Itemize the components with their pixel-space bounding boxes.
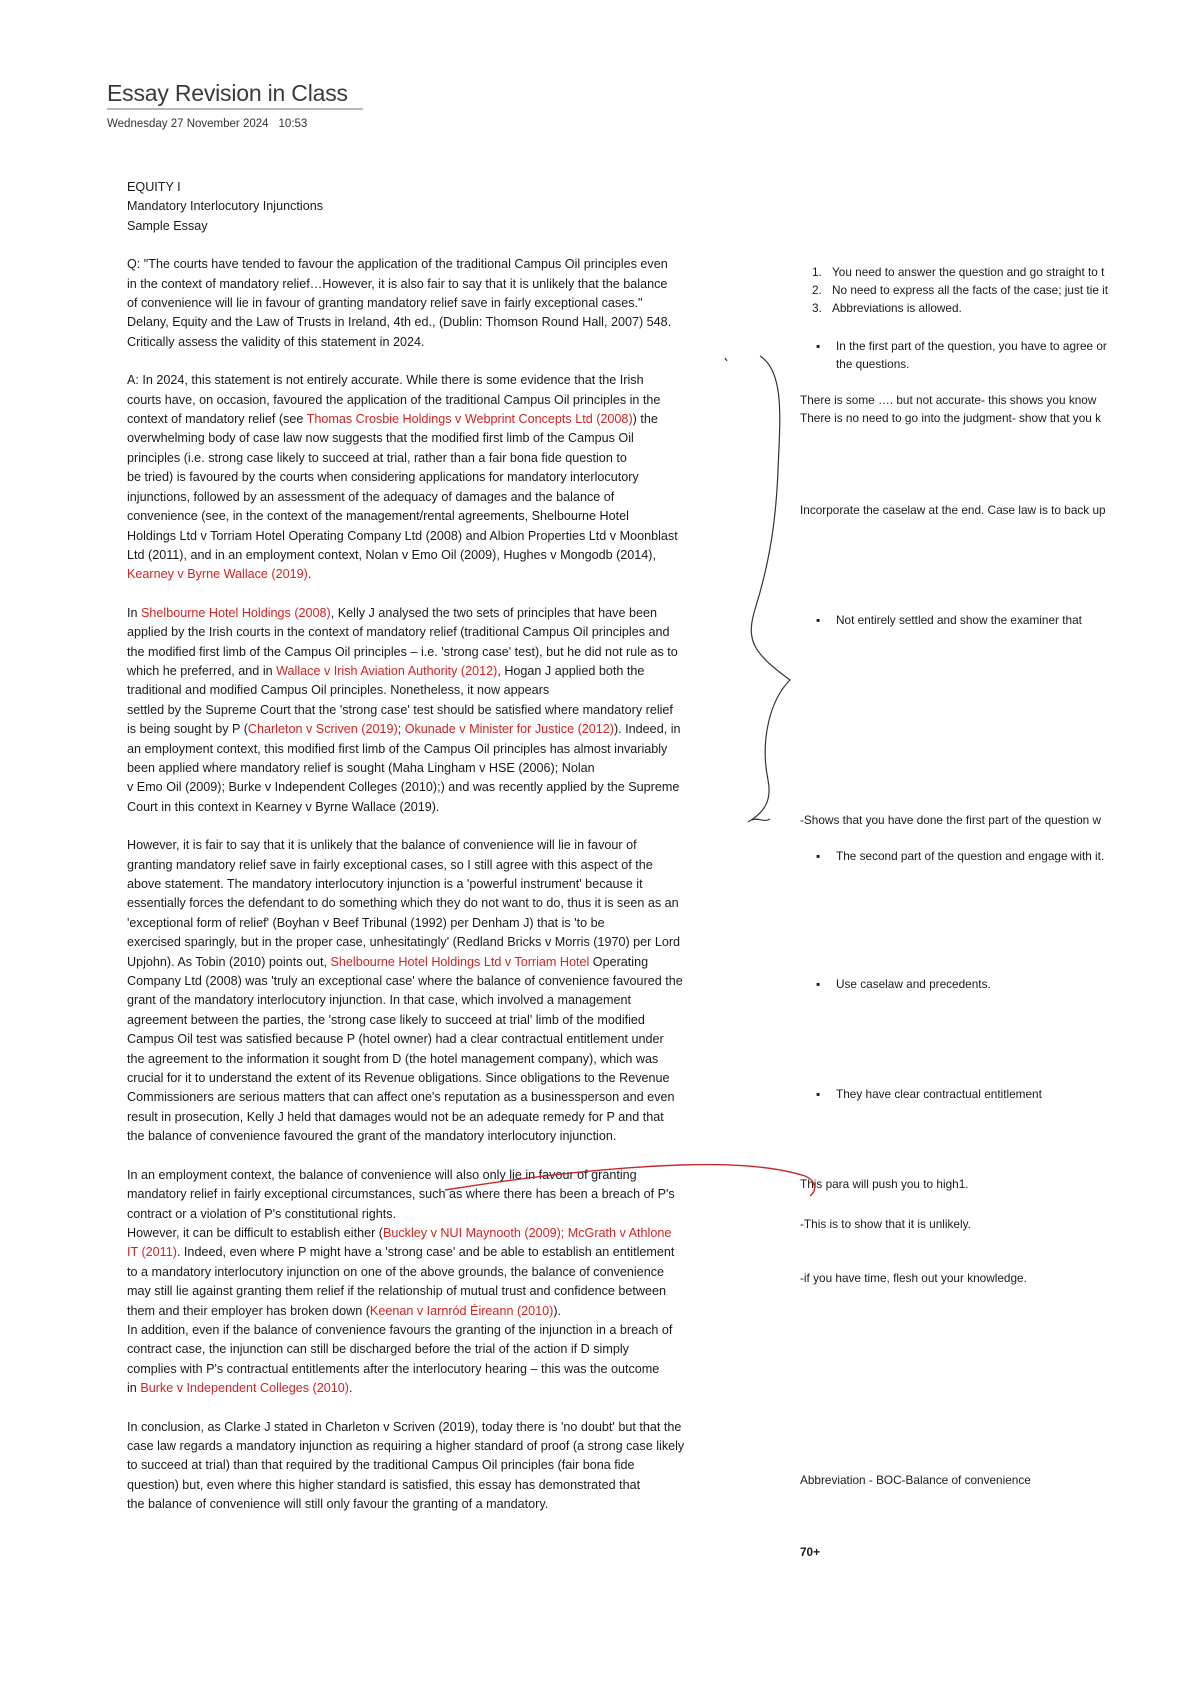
text-segment: context of mandatory relief (see <box>127 412 307 427</box>
tick-mark <box>725 358 727 361</box>
text-line: grant of the mandatory interlocutory injunction. In that case, which involved a management <box>127 993 632 1008</box>
red-strike-annotation <box>445 1165 815 1196</box>
bullet-icon: ▪ <box>816 849 821 863</box>
text-line: crucial for it to understand the extent of its Revenue obligations. Since obligations to the Revenue <box>127 1071 670 1086</box>
text-segment: . <box>348 1381 353 1396</box>
note-numbered-3: 3. Abbreviations is allowed. <box>812 301 962 315</box>
text-segment: ). <box>553 1303 562 1318</box>
text-line: A: In 2024, this statement is not entirely accurate. While there is some evidence that the Irish <box>127 373 644 388</box>
text-line: applied by the Irish courts in the context of mandatory relief (traditional Campus Oil principles and <box>127 625 670 640</box>
text-line: mandatory relief in fairly exceptional circumstances, such as where there has been a breach of P's <box>127 1187 675 1202</box>
case-citation: Wallace v Irish Aviation Authority (2012) <box>276 663 498 678</box>
text-line: In conclusion, as Clarke J stated in Charleton v Scriven (2019), today there is 'no doubt' but that the <box>127 1419 682 1434</box>
text-line: settled by the Supreme Court that the 'strong case' test should be satisfied where mandatory relief <box>127 702 673 717</box>
note-not-settled: ▪ Not entirely settled and show the examiner that <box>816 613 1082 627</box>
text-line: courts have, on occasion, favoured the application of the traditional Campus Oil principles in the <box>127 392 661 407</box>
note-use-caselaw: ▪ Use caselaw and precedents. <box>816 977 991 991</box>
text-segment: in <box>127 1381 141 1396</box>
text-segment: Operating <box>589 954 649 969</box>
bullet-icon: ▪ <box>816 977 821 991</box>
note-shows-first-part: -Shows that you have done the first part of the question w <box>800 813 1101 827</box>
text-line: the balance of convenience will still only favour the granting of a mandatory. <box>127 1497 549 1512</box>
bullet-icon: ▪ <box>816 613 821 627</box>
note-flesh-out: -if you have time, flesh out your knowledge. <box>800 1271 1027 1285</box>
text-segment: . Indeed, even where P might have a 'strong case' and be able to establish an entitlement <box>176 1245 675 1260</box>
text-line: Campus Oil test was satisfied because P (hotel owner) had a clear contractual entitlement under <box>127 1032 664 1047</box>
text-line: injunctions, followed by an assessment of the adequacy of damages and the balance of <box>127 489 615 504</box>
text-line: contract case, the injunction can still be discharged before the trial of the action if D simply <box>127 1342 629 1357</box>
note-show-unlikely: -This is to show that it is unlikely. <box>800 1217 971 1231</box>
text-segment: Upjohn). As Tobin (2010) points out, <box>127 954 331 969</box>
text-line: case law regards a mandatory injunction as requiring a higher standard of proof (a strong case likely <box>127 1438 685 1453</box>
text-segment: ). Indeed, in <box>613 722 681 737</box>
text-line: Q: "The courts have tended to favour the application of the traditional Campus Oil principles even <box>127 257 668 272</box>
text-line: Commissioners are serious matters that can affect one's reputation as a businessperson and even <box>127 1090 675 1105</box>
case-citation: Shelbourne Hotel Holdings Ltd v Torriam Hotel <box>330 954 590 969</box>
text-segment: them and their employer has broken down ( <box>127 1303 370 1318</box>
case-citation: Thomas Crosbie Holdings v Webprint Concepts Ltd (2008) <box>306 412 633 427</box>
text-segment: . <box>307 567 312 582</box>
text-line: contract or a violation of P's constitutional rights. <box>127 1206 397 1221</box>
text-line: 'exceptional form of relief' (Boyhan v Beef Tribunal (1992) per Denham J) that is 'to be <box>127 915 605 930</box>
text-line: of convenience will lie in favour of granting mandatory relief save in fairly exceptional cases." <box>127 296 643 311</box>
text-line: Company Ltd (2008) was 'truly an exceptional case' where the balance of convenience favoured the <box>127 974 683 989</box>
case-citation: Okunade v Minister for Justice (2012) <box>404 722 614 737</box>
text-line: principles (i.e. strong case likely to succeed at trial, rather than a fair bona fide question to <box>127 450 627 465</box>
case-citation: Shelbourne Hotel Holdings (2008) <box>141 605 331 620</box>
note-time: 10:53 <box>278 118 308 130</box>
topic-name: Mandatory Interlocutory Injunctions <box>127 199 324 214</box>
text-line: an employment context, this modified first limb of the Campus Oil principles has almost invariably <box>127 741 668 756</box>
text-line: Holdings Ltd v Torriam Hotel Operating Company Ltd (2008) and Albion Properties Ltd v Moonblast <box>127 528 678 543</box>
text-line: exercised sparingly, but in the proper case, unhesitatingly' (Redland Bricks v Morris (1970) per Lord <box>127 935 681 950</box>
case-citation: Keenan v Iarnród Éireann (2010) <box>369 1303 554 1318</box>
text-segment: ) the <box>632 412 658 427</box>
case-citation: Buckley v NUI Maynooth (2009); McGrath v Athlone <box>382 1225 672 1240</box>
note-abbreviation: Abbreviation - BOC-Balance of convenience <box>800 1473 1031 1487</box>
text-line: Ltd (2011), and in an employment context, Nolan v Emo Oil (2009), Hughes v Mongodb (2014), <box>127 547 656 562</box>
text-line: In an employment context, the balance of convenience will also only lie in favour of granting <box>127 1167 637 1182</box>
course-name: EQUITY I <box>127 180 181 194</box>
text-line: In addition, even if the balance of convenience favours the granting of the injunction in a breach of <box>127 1322 673 1337</box>
text-segment: However, it can be difficult to establish either ( <box>127 1225 383 1240</box>
note-bullet-first-part-cont: the questions. <box>836 357 910 371</box>
note-grade: 70+ <box>800 1545 821 1559</box>
bullet-icon: ▪ <box>816 339 821 353</box>
case-citation: Kearney v Byrne Wallace (2019) <box>127 567 308 582</box>
note-incorporate: Incorporate the caselaw at the end. Case law is to back up <box>800 503 1106 517</box>
bullet-icon: ▪ <box>816 1087 821 1101</box>
text-segment: In <box>127 605 142 620</box>
case-citation: IT (2011) <box>127 1245 177 1260</box>
note-date: Wednesday 27 November 2024 <box>107 118 269 130</box>
text-line: result in prosecution, Kelly J held that damages would not be an adequate remedy for P and that <box>127 1109 664 1124</box>
note-numbered-1: 1. You need to answer the question and go straight to t <box>812 265 1105 279</box>
note-second-part: ▪ The second part of the question and engage with it. <box>816 849 1105 863</box>
text-line: be tried) is favoured by the courts when considering applications for mandatory interlocutory <box>127 470 639 485</box>
text-segment: is being sought by P ( <box>127 722 248 737</box>
text-line: complies with P's contractual entitlements after the interlocutory hearing – this was the outcome <box>127 1361 660 1376</box>
text-line: essentially forces the defendant to do something which they do not want to do, thus it is seen as an <box>127 896 679 911</box>
text-segment: , Hogan J applied both the <box>497 663 645 678</box>
text-segment: , Kelly J analysed the two sets of principles that have been <box>330 605 657 620</box>
text-line: above statement. The mandatory interlocutory injunction is a 'powerful instrument' because it <box>127 877 643 891</box>
text-line: However, it is fair to say that it is unlikely that the balance of convenience will lie in favour of <box>127 838 637 853</box>
text-line: agreement between the parties, the 'strong case likely to succeed at trial' limb of the modified <box>127 1012 645 1027</box>
text-line: Court in this context in Kearney v Byrne Wallace (2019). <box>127 799 440 814</box>
text-line: Delany, Equity and the Law of Trusts in Ireland, 4th ed., (Dublin: Thomson Round Hall, 2007) 548. <box>127 315 672 330</box>
text-line: v Emo Oil (2009); Burke v Independent Colleges (2010);) and was recently applied by the Supreme <box>127 780 680 795</box>
wavy-mark <box>752 819 770 820</box>
text-line: in the context of mandatory relief…However, it is also fair to say that it is unlikely that the balance <box>127 276 668 291</box>
note-there-is-some: There is some …. but not accurate- this shows you know <box>800 393 1097 407</box>
text-line: to succeed at trial) than that required by the traditional Campus Oil principles (fair bona fide <box>127 1458 635 1473</box>
text-line: granting mandatory relief save in fairly exceptional cases, so I still agree with this aspect of the <box>127 857 653 872</box>
text-line: may still lie against granting them relief if the relationship of mutual trust and confidence between <box>127 1284 667 1299</box>
note-numbered-2: 2. No need to express all the facts of the case; just tie it <box>812 283 1109 297</box>
text-line: the agreement to the information it sought from D (the hotel management company), which was <box>127 1051 659 1066</box>
text-segment: which he preferred, and in <box>127 663 277 678</box>
bracket-annotation <box>748 356 790 822</box>
essay-type: Sample Essay <box>127 218 208 233</box>
text-line: the modified first limb of the Campus Oil principles – i.e. 'strong case' test), but he did not rule as to <box>127 644 678 659</box>
text-line: question) but, even where this higher standard is satisfied, this essay has demonstrated that <box>127 1477 641 1492</box>
text-line: convenience (see, in the context of the management/rental agreements, Shelbourne Hotel <box>127 509 629 524</box>
text-line: overwhelming body of case law now suggests that the modified first limb of the Campus Oil <box>127 431 634 446</box>
text-segment: ; <box>397 722 405 737</box>
note-push-high: This para will push you to high1. <box>800 1177 969 1191</box>
text-line: Critically assess the validity of this statement in 2024. <box>127 334 425 349</box>
text-line: the balance of convenience favoured the grant of the mandatory interlocutory injunction. <box>127 1129 617 1144</box>
text-line: to a mandatory interlocutory injunction on one of the above grounds, the balance of convenience <box>127 1264 664 1279</box>
page-title: Essay Revision in Class <box>107 80 348 106</box>
text-line: traditional and modified Campus Oil principles. Nonetheless, it now appears <box>127 683 550 698</box>
case-citation: Charleton v Scriven (2019) <box>247 722 398 737</box>
text-line: been applied where mandatory relief is sought (Maha Lingham v HSE (2006); Nolan <box>127 760 595 775</box>
note-bullet-first-part: ▪ In the first part of the question, you have to agree or <box>816 339 1107 353</box>
note-no-need-judgment: There is no need to go into the judgment- show that you k <box>800 411 1102 425</box>
case-citation: Burke v Independent Colleges (2010) <box>140 1381 349 1396</box>
note-contractual: ▪ They have clear contractual entitlement <box>816 1087 1042 1101</box>
